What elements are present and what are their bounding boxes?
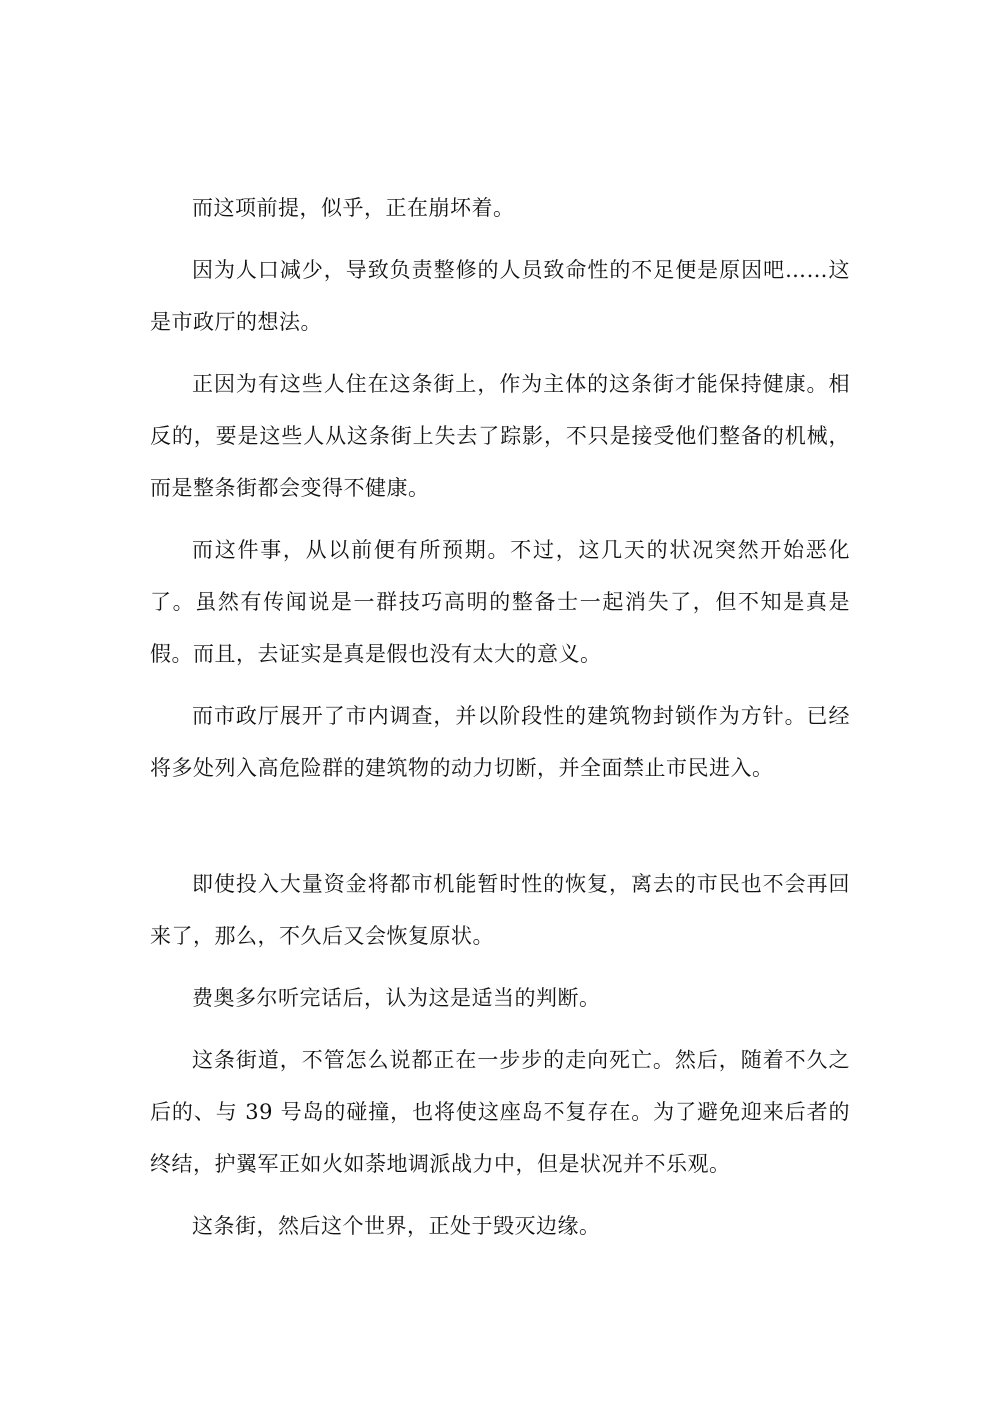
paragraph: 因为人口减少，导致负责整修的人员致命性的不足便是原因吧……这是市政厅的想法。 <box>150 258 850 334</box>
paragraph: 正因为有这些人住在这条街上，作为主体的这条街才能保持健康。相反的，要是这些人从这条街上失去了踪影，不只是接受他们整备的机械，而是整条街都会变得不健康。 <box>150 372 850 500</box>
paragraph: 而市政厅展开了市内调查，并以阶段性的建筑物封锁作为方针。已经将多处列入高危险群的建筑物的动力切断，并全面禁止市民进入。 <box>150 704 850 780</box>
text-block-2 <box>150 858 850 1252</box>
text-block-1 <box>150 182 850 794</box>
paragraph: 即使投入大量资金将都市机能暂时性的恢复，离去的市民也不会再回来了，那么，不久后又会恢复原状。 <box>150 872 850 948</box>
paragraph: 这条街，然后这个世界，正处于毁灭边缘。 <box>192 1214 601 1238</box>
paragraph: 费奥多尔听完话后，认为这是适当的判断。 <box>192 986 601 1010</box>
paragraph: 这条街道，不管怎么说都正在一步步的走向死亡。然后，随着不久之后的、与 39 号岛的碰撞，也将使这座岛不复存在。为了避免迎来后者的终结，护翼军正如火如荼地调派战力中，但是状况并不乐观。 <box>150 1048 850 1176</box>
paragraph: 而这项前提，似乎，正在崩坏着。 <box>192 196 515 220</box>
paragraph: 而这件事，从以前便有所预期。不过，这几天的状况突然开始恶化了。虽然有传闻说是一群技巧高明的整备士一起消失了，但不知是真是假。而且，去证实是真是假也没有太大的意义。 <box>150 538 850 666</box>
